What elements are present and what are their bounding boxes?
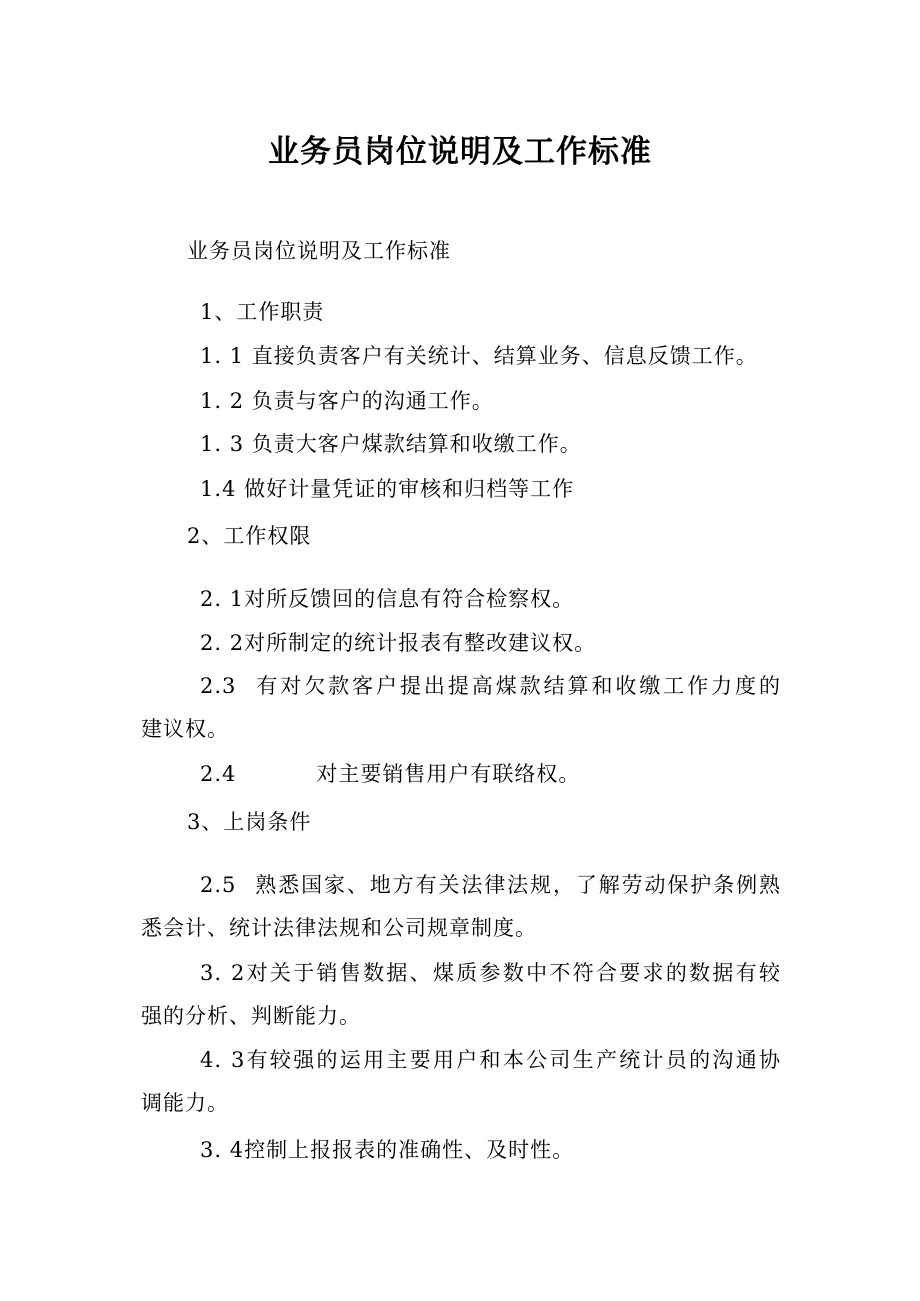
section-heading-duties: 1、工作职责 (200, 300, 325, 324)
qualification-item-4: 3. 4控制上报报表的准确性、及时性。 (200, 1138, 575, 1162)
duty-item-1-4: 1.4 做好计量凭证的审核和归档等工作 (200, 477, 575, 501)
item-number: 2.4 (200, 762, 237, 786)
item-text-line-1: 熟悉国家、地方有关法律法规，了解劳动保护条例熟 (254, 873, 781, 897)
authority-item-2-4 (200, 759, 580, 789)
item-number: 2.5 (200, 873, 237, 897)
document-subtitle: 业务员岗位说明及工作标准 (187, 239, 451, 263)
item-text-line-1: 4. 3有较强的运用主要用户和本公司生产统计员的沟通协 (200, 1048, 781, 1072)
qualification-item-1 (141, 870, 781, 943)
item-text-line-1: 3. 2对关于销售数据、煤质参数中不符合要求的数据有较 (200, 961, 781, 985)
section-heading-authority: 2、工作权限 (187, 524, 312, 548)
item-text-line-2: 调能力。 (141, 1091, 229, 1115)
section-heading-qualifications: 3、上岗条件 (187, 810, 312, 834)
qualification-item-2 (141, 958, 781, 1031)
authority-item-2-1: 2. 1对所反馈回的信息有符合检察权。 (200, 587, 575, 611)
item-text: 对主要销售用户有联络权。 (316, 762, 581, 786)
item-text-line-1: 有对欠款客户提出提高煤款结算和收缴工作力度的 (254, 674, 781, 698)
item-text-line-2: 建议权。 (141, 717, 229, 741)
authority-item-2-3 (141, 671, 781, 744)
duty-item-1-3: 1. 3 负责大客户煤款结算和收缴工作。 (200, 432, 582, 456)
duty-item-1-2: 1. 2 负责与客户的沟通工作。 (200, 389, 494, 413)
duty-item-1-1: 1. 1 直接负责客户有关统计、结算业务、信息反馈工作。 (200, 344, 758, 368)
document-title: 业务员岗位说明及工作标准 (268, 134, 652, 170)
item-number: 2.3 (200, 674, 237, 698)
authority-item-2-2: 2. 2对所制定的统计报表有整改建议权。 (200, 631, 597, 655)
qualification-item-3 (141, 1045, 781, 1118)
item-text-line-2: 悉会计、统计法律法规和公司规章制度。 (141, 916, 537, 940)
item-text-line-2: 强的分析、判断能力。 (141, 1004, 361, 1028)
